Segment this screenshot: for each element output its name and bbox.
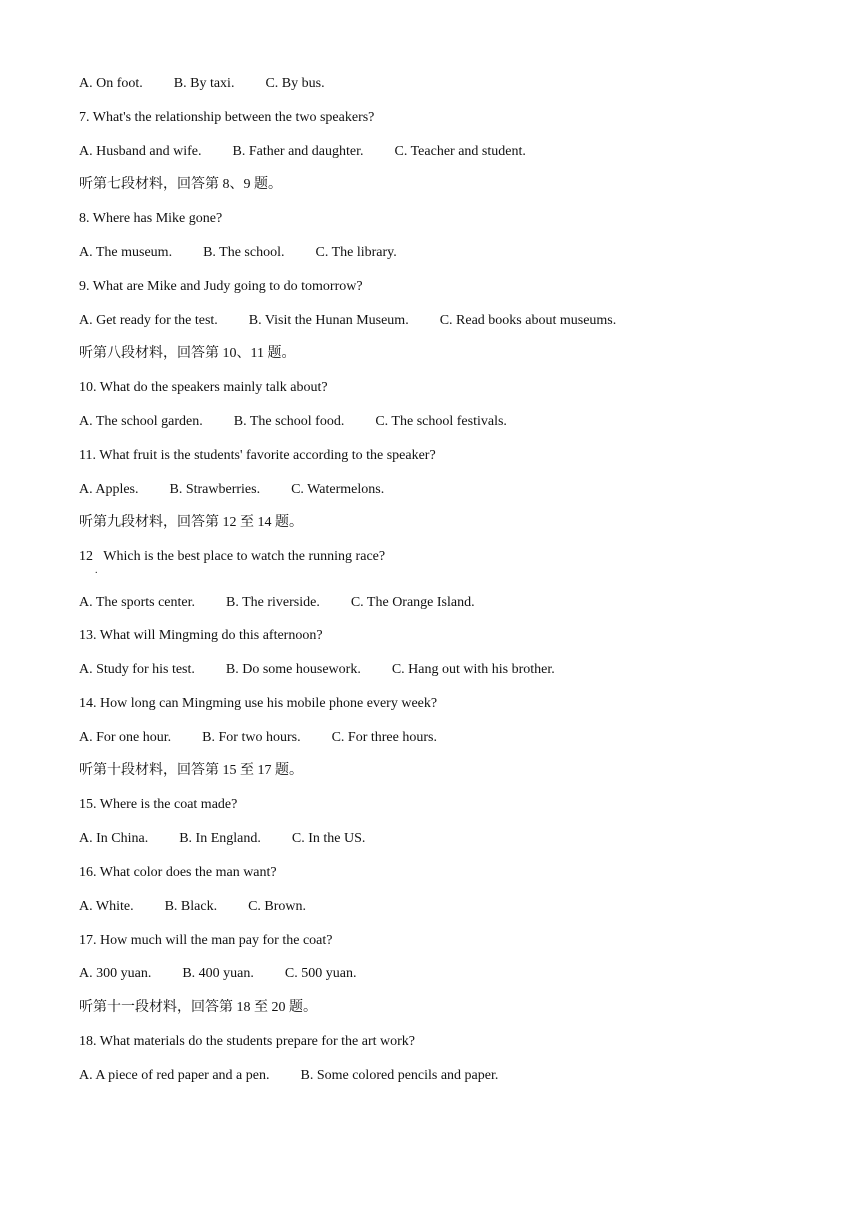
answer-option: B. Strawberries. bbox=[169, 482, 261, 497]
question-text: 14. How long can Mingming use his mobile phone every week? bbox=[79, 696, 438, 711]
answer-option: C. The library. bbox=[315, 245, 397, 260]
section-instruction: 听第十一段材料，回答第 18 至 20 题。 bbox=[79, 1000, 317, 1015]
answer-option: C. Brown. bbox=[248, 899, 307, 914]
question-text: 12 Which is the best place to watch the running race? bbox=[79, 549, 386, 564]
answer-option: C. The school festivals. bbox=[375, 414, 507, 429]
question-text: 9. What are Mike and Judy going to do tomorrow? bbox=[79, 279, 363, 294]
answer-option: A. For one hour. bbox=[79, 730, 172, 745]
answer-option: A. Apples. bbox=[79, 482, 139, 497]
answer-options bbox=[79, 143, 526, 161]
answer-options bbox=[79, 729, 437, 747]
answer-option: B. The riverside. bbox=[226, 595, 320, 610]
answer-options bbox=[79, 830, 365, 848]
question-text: 10. What do the speakers mainly talk about? bbox=[79, 380, 328, 395]
answer-options bbox=[79, 1067, 498, 1085]
answer-options bbox=[79, 661, 555, 679]
answer-option: C. For three hours. bbox=[331, 730, 437, 745]
answer-option: A. White. bbox=[79, 899, 134, 914]
answer-option: B. Father and daughter. bbox=[232, 144, 364, 159]
question-text: 15. Where is the coat made? bbox=[79, 797, 238, 812]
answer-options bbox=[79, 75, 325, 93]
question-text: 17. How much will the man pay for the coat? bbox=[79, 933, 333, 948]
stray-mark: . bbox=[95, 565, 98, 576]
answer-option: A. The school garden. bbox=[79, 414, 203, 429]
answer-options bbox=[79, 965, 356, 983]
answer-options bbox=[79, 312, 616, 330]
answer-option: B. Do some housework. bbox=[225, 662, 361, 677]
answer-option: B. 400 yuan. bbox=[182, 966, 254, 981]
answer-option: A. On foot. bbox=[79, 76, 143, 91]
section-instruction: 听第七段材料，回答第 8、9 题。 bbox=[79, 177, 282, 192]
answer-options bbox=[79, 898, 306, 916]
answer-option: A. 300 yuan. bbox=[79, 966, 152, 981]
answer-option: C. By bus. bbox=[265, 76, 325, 91]
answer-option: C. In the US. bbox=[291, 831, 366, 846]
answer-option: C. Read books about museums. bbox=[439, 313, 617, 328]
section-instruction: 听第八段材料，回答第 10、11 题。 bbox=[79, 346, 296, 361]
answer-options bbox=[79, 481, 384, 499]
question-text: 13. What will Mingming do this afternoon? bbox=[79, 628, 323, 643]
answer-options bbox=[79, 244, 397, 262]
section-instruction: 听第十段材料，回答第 15 至 17 题。 bbox=[79, 763, 303, 778]
answer-option: B. By taxi. bbox=[173, 76, 235, 91]
section-instruction: 听第九段材料，回答第 12 至 14 题。 bbox=[79, 515, 303, 530]
answer-option: B. The school food. bbox=[233, 414, 345, 429]
answer-option: B. Black. bbox=[164, 899, 218, 914]
answer-option: A. Get ready for the test. bbox=[79, 313, 218, 328]
answer-option: C. Watermelons. bbox=[291, 482, 385, 497]
answer-option: C. Hang out with his brother. bbox=[391, 662, 555, 677]
answer-option: A. Study for his test. bbox=[79, 662, 195, 677]
answer-option: A. In China. bbox=[79, 831, 149, 846]
answer-option: B. In England. bbox=[179, 831, 261, 846]
answer-options bbox=[79, 594, 475, 612]
question-text: 7. What's the relationship between the two speakers? bbox=[79, 110, 375, 125]
answer-option: B. The school. bbox=[203, 245, 285, 260]
answer-option: B. Some colored pencils and paper. bbox=[300, 1068, 499, 1083]
question-text: 8. Where has Mike gone? bbox=[79, 211, 223, 226]
question-text: 11. What fruit is the students' favorite according to the speaker? bbox=[79, 448, 436, 463]
answer-option: A. Husband and wife. bbox=[79, 144, 202, 159]
answer-option: A. A piece of red paper and a pen. bbox=[79, 1068, 270, 1083]
answer-option: A. The sports center. bbox=[79, 595, 195, 610]
answer-options bbox=[79, 413, 507, 431]
answer-option: A. The museum. bbox=[79, 245, 173, 260]
answer-option: C. 500 yuan. bbox=[284, 966, 357, 981]
answer-option: C. Teacher and student. bbox=[394, 144, 526, 159]
answer-option: C. The Orange Island. bbox=[350, 595, 475, 610]
question-text: 18. What materials do the students prepare for the art work? bbox=[79, 1034, 416, 1049]
answer-option: B. Visit the Hunan Museum. bbox=[248, 313, 409, 328]
answer-option: B. For two hours. bbox=[202, 730, 301, 745]
question-text: 16. What color does the man want? bbox=[79, 865, 277, 880]
